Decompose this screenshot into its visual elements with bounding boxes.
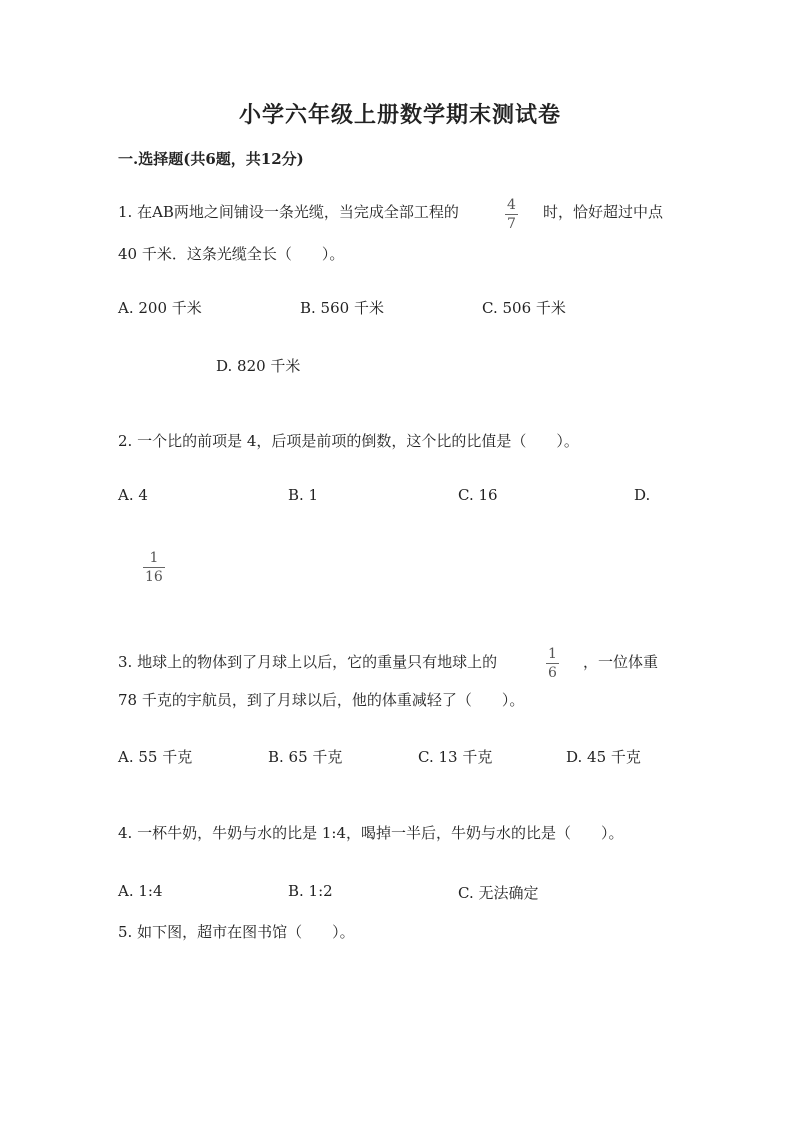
question-4-option-b[interactable]: B. 1:2: [288, 882, 333, 900]
fraction-denominator: 6: [548, 665, 557, 681]
fraction-numerator: 1: [548, 646, 557, 662]
question-3-option-c[interactable]: C. 13 千克: [418, 748, 493, 766]
fraction-bar: [546, 663, 559, 664]
question-3-option-a[interactable]: A. 55 千克: [118, 748, 193, 766]
question-2-option-b[interactable]: B. 1: [288, 486, 319, 504]
fraction-numerator: 1: [149, 550, 159, 566]
fraction-denominator: 16: [145, 569, 163, 585]
question-1-fraction: [505, 198, 518, 231]
question-2-option-c[interactable]: C. 16: [458, 486, 498, 504]
fraction-bar: [143, 567, 165, 568]
question-4-text: 4. 一杯牛奶，牛奶与水的比是 1:4，喝掉一半后，牛奶与水的比是（ ）。: [118, 824, 624, 842]
question-1-option-d[interactable]: D. 820 千米: [216, 357, 301, 375]
section-heading: 一.选择题(共6题，共12分): [118, 150, 304, 168]
question-1-option-a[interactable]: A. 200 千米: [118, 299, 202, 317]
fraction-numerator: 4: [507, 197, 516, 213]
fraction-bar: [505, 214, 518, 215]
question-3-option-d[interactable]: D. 45 千克: [566, 748, 641, 766]
question-2-text: 2. 一个比的前项是 4，后项是前项的倒数，这个比的比值是（ ）。: [118, 432, 579, 450]
question-3-text-c: 78 千克的宇航员，到了月球以后，他的体重减轻了（ ）。: [118, 691, 525, 709]
question-1-option-c[interactable]: C. 506 千米: [482, 299, 566, 317]
question-2-option-d-fraction: [143, 551, 165, 584]
page-title: 小学六年级上册数学期末测试卷: [238, 102, 561, 128]
question-4-option-c[interactable]: C. 无法确定: [458, 884, 539, 902]
question-1-option-b[interactable]: B. 560 千米: [300, 299, 384, 317]
fraction-denominator: 7: [507, 216, 516, 232]
question-5-text: 5. 如下图，超市在图书馆（ ）。: [118, 923, 355, 941]
question-4-option-a[interactable]: A. 1:4: [118, 882, 163, 900]
question-3-option-b[interactable]: B. 65 千克: [268, 748, 343, 766]
question-1-text-c: 40 千米．这条光缆全长（ ）。: [118, 245, 345, 263]
question-3-text-b: ，一位体重: [583, 653, 659, 671]
question-2-option-a[interactable]: A. 4: [118, 486, 148, 504]
question-3-text-a: 3. 地球上的物体到了月球上以后，它的重量只有地球上的: [118, 653, 498, 671]
question-3-fraction: [546, 647, 559, 680]
question-2-option-d[interactable]: D.: [634, 486, 651, 504]
question-1-text-b: 时，恰好超过中点: [543, 203, 664, 221]
question-1-text-a: 1. 在AB两地之间铺设一条光缆，当完成全部工程的: [118, 203, 459, 221]
